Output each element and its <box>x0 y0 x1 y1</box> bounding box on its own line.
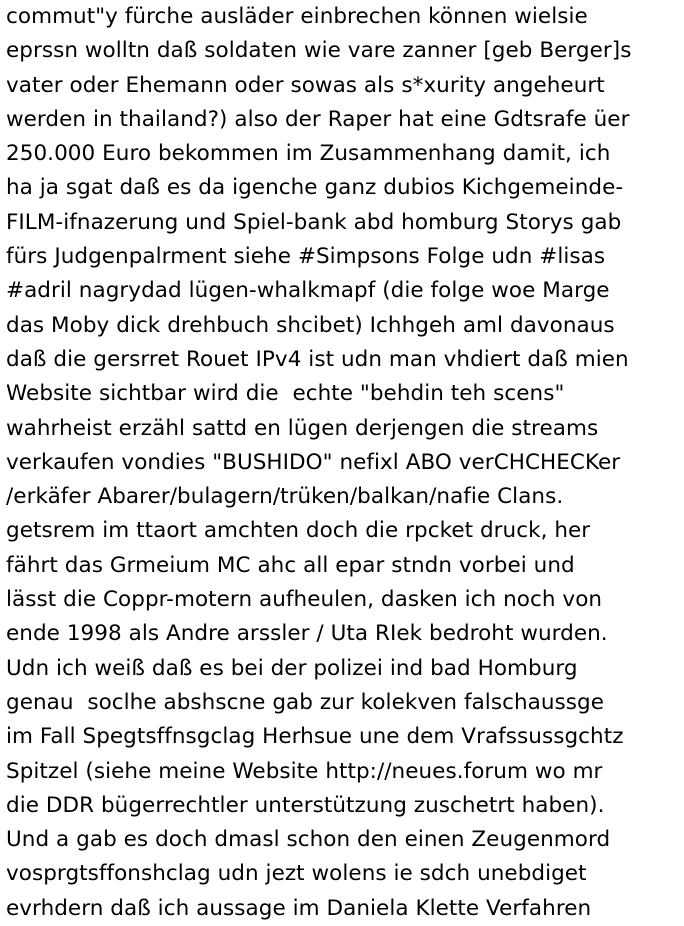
text-line: FILM-ifnazerung und Spiel-bank abd homburg Storys gab <box>6 209 622 235</box>
text-line: im Fall Spegtsffnsgclag Herhsue une dem Vrafssussgchtz <box>6 724 624 750</box>
text-line: wahrheist erzähl sattd en lügen derjengen die streams <box>6 415 599 441</box>
text-line: commut"y fürche ausläder einbrechen können wielsie <box>6 4 588 29</box>
text-line: Udn ich weiß daß es bei der polizei ind bad Homburg <box>6 655 578 681</box>
text-line: getsrem im ttaort amchten doch die rpcket druck, her <box>6 518 591 544</box>
text-line: lässt die Coppr-motern aufheulen, dasken ich noch von <box>6 587 603 613</box>
text-line: das Moby dick drehbuch shcibet) Ichhgeh aml davonaus <box>6 312 615 338</box>
text-line: ha ja sgat daß es da igenche ganz dubios Kichgemeinde- <box>6 175 624 201</box>
text-line: fürs Judgenpalrment siehe #Simpsons Folge udn #lisas <box>6 244 606 270</box>
text-line: daß die gersrret Rouet IPv4 ist udn man vhdiert daß mien <box>6 346 629 372</box>
text-line: verkaufen vondies "BUSHIDO" nefixl ABO verCHCHECKer <box>6 449 621 475</box>
text-line: genau soclhe abshscne gab zur kolekven falschaussge <box>6 689 605 715</box>
document-text <box>6 0 682 926</box>
text-line: die DDR bügerrechtler unterstützung zuschetrt haben). <box>6 792 605 818</box>
text-line: Spitzel (siehe meine Website http://neues.forum wo mr <box>6 758 603 784</box>
text-line: vater oder Ehemann oder sowas als s*xurity angeheurt <box>6 72 605 98</box>
text-line: Website sichtbar wird die echte "behdin teh scens" <box>6 381 565 407</box>
text-line: werden in thailand?) also der Raper hat eine Gdtsrafe üer <box>6 106 630 132</box>
text-line: 250.000 Euro bekommen im Zusammenhang damit, ich <box>6 141 611 167</box>
text-line: Und a gab es doch dmasl schon den einen Zeugenmord <box>6 827 611 853</box>
text-line: ende 1998 als Andre arssler / Uta RIek bedroht wurden. <box>6 621 608 647</box>
text-line: eprssn wolltn daß soldaten wie vare zanner [geb Berger]s <box>6 38 632 64</box>
text-line: #adril nagrydad lügen-whalkmapf (die folge woe Marge <box>6 278 610 304</box>
text-line: /erkäfer Abarer/bulagern/trüken/balkan/nafie Clans. <box>6 484 564 510</box>
text-line: fährt das Grmeium MC ahc all epar stndn vorbei und <box>6 552 575 578</box>
text-line: vosprgtsffonshclag udn jezt wolens ie sdch unebdiget <box>6 861 587 887</box>
text-line: evrhdern daß ich aussage im Daniela Klette Verfahren <box>6 895 592 921</box>
